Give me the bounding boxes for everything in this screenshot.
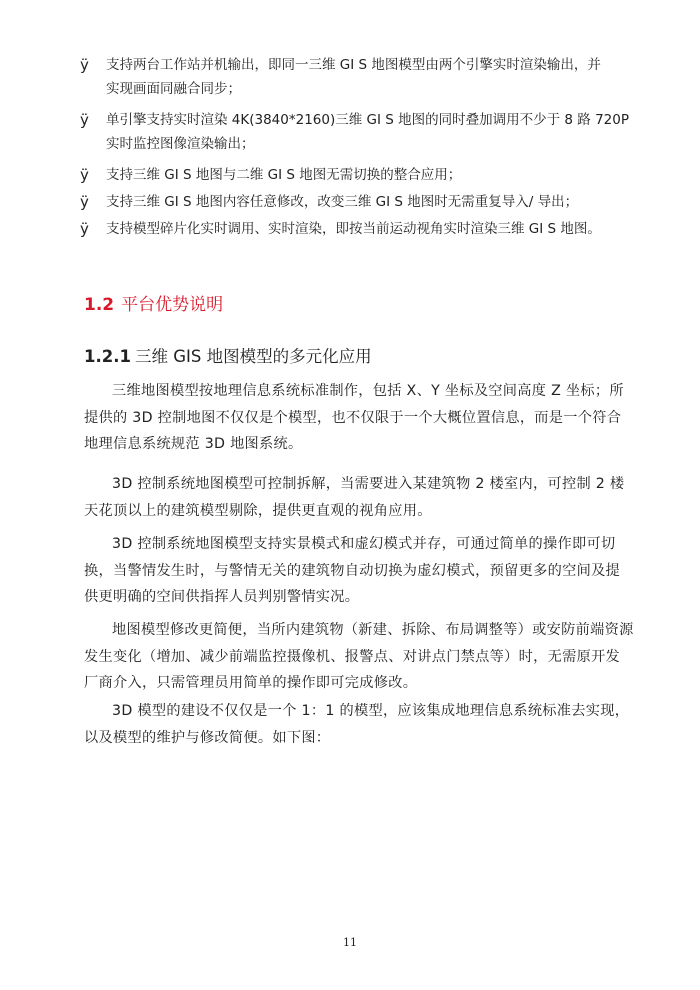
subsection-heading (84, 343, 372, 367)
bullet-marker: ÿ (80, 111, 89, 129)
body-paragraph: 3D 控制系统地图模型可控制拆解，当需要进入某建筑物 2 楼室内，可控制 2 楼天花顶以上的建筑模型剔除，提供更直观的视角应用。 (84, 476, 625, 519)
bullet-marker: ÿ (80, 56, 89, 74)
body-paragraph: 三维地图模型按地理信息系统标准制作，包括 X、Y 坐标及空间高度 Z 坐标；所提供的 3D 控制地图不仅仅是个模型，也不仅限于一个大概位置信息，而是一个符合地理信息系统规范 3D 地图系统。 (84, 383, 624, 452)
section-heading (84, 290, 223, 315)
page-number: 11 (343, 936, 357, 949)
bullet-text: 支持三维 GI S 地图与二维 GI S 地图无需切换的整合应用； (106, 167, 462, 183)
body-paragraph: 3D 模型的建设不仅仅是一个 1：1 的模型，应该集成地理信息系统标准去实现，以及模型的维护与修改简便。如下图： (84, 703, 630, 746)
bullet-item (80, 190, 630, 214)
bullet-text: 支持三维 GI S 地图内容任意修改，改变三维 GI S 地图时无需重复导入/ 导出； (106, 194, 579, 210)
bullet-text: 支持两台工作站并机输出，即同一三维 GI S 地图模型由两个引擎实时渲染输出，并 (106, 57, 601, 73)
bullet-item (80, 108, 630, 156)
bullet-text: 支持模型碎片化实时调用、实时渲染，即按当前运动视角实时渲染三维 GI S 地图。 (106, 221, 601, 237)
bullet-item (80, 217, 630, 241)
body-paragraph: 地图模型修改更简便，当所内建筑物（新建、拆除、布局调整等）或安防前端资源发生变化（增加、减少前端监控摄像机、报警点、对讲点门禁点等）时，无需原开发厂商介入，只需管理员用简单的操作即可完成修改。 (84, 622, 634, 691)
bullet-marker: ÿ (80, 193, 89, 211)
bullet-text: 实现画面同融合同步； (106, 81, 241, 97)
body-paragraph: 3D 控制系统地图模型支持实景模式和虚幻模式并存，可通过简单的操作即可切换，当警情发生时，与警情无关的建筑物自动切换为虚幻模式，预留更多的空间及提供更明确的空间供指挥人员判别警情实况。 (84, 536, 621, 605)
bullet-item (80, 163, 630, 187)
section-title: 平台优势说明 (121, 295, 224, 315)
bullet-text: 单引擎支持实时渲染 4K(3840*2160)三维 GI S 地图的同时叠加调用不少于 8 路 720P (106, 112, 629, 128)
subsection-title: 三维 GIS 地图模型的多元化应用 (134, 347, 372, 366)
subsection-number: 1.2.1 (84, 347, 131, 366)
bullet-text: 实时监控图像渲染输出； (106, 136, 255, 152)
bullet-marker: ÿ (80, 220, 89, 238)
section-number: 1.2 (84, 295, 115, 315)
bullet-marker: ÿ (80, 166, 89, 184)
bullet-item (80, 53, 630, 101)
